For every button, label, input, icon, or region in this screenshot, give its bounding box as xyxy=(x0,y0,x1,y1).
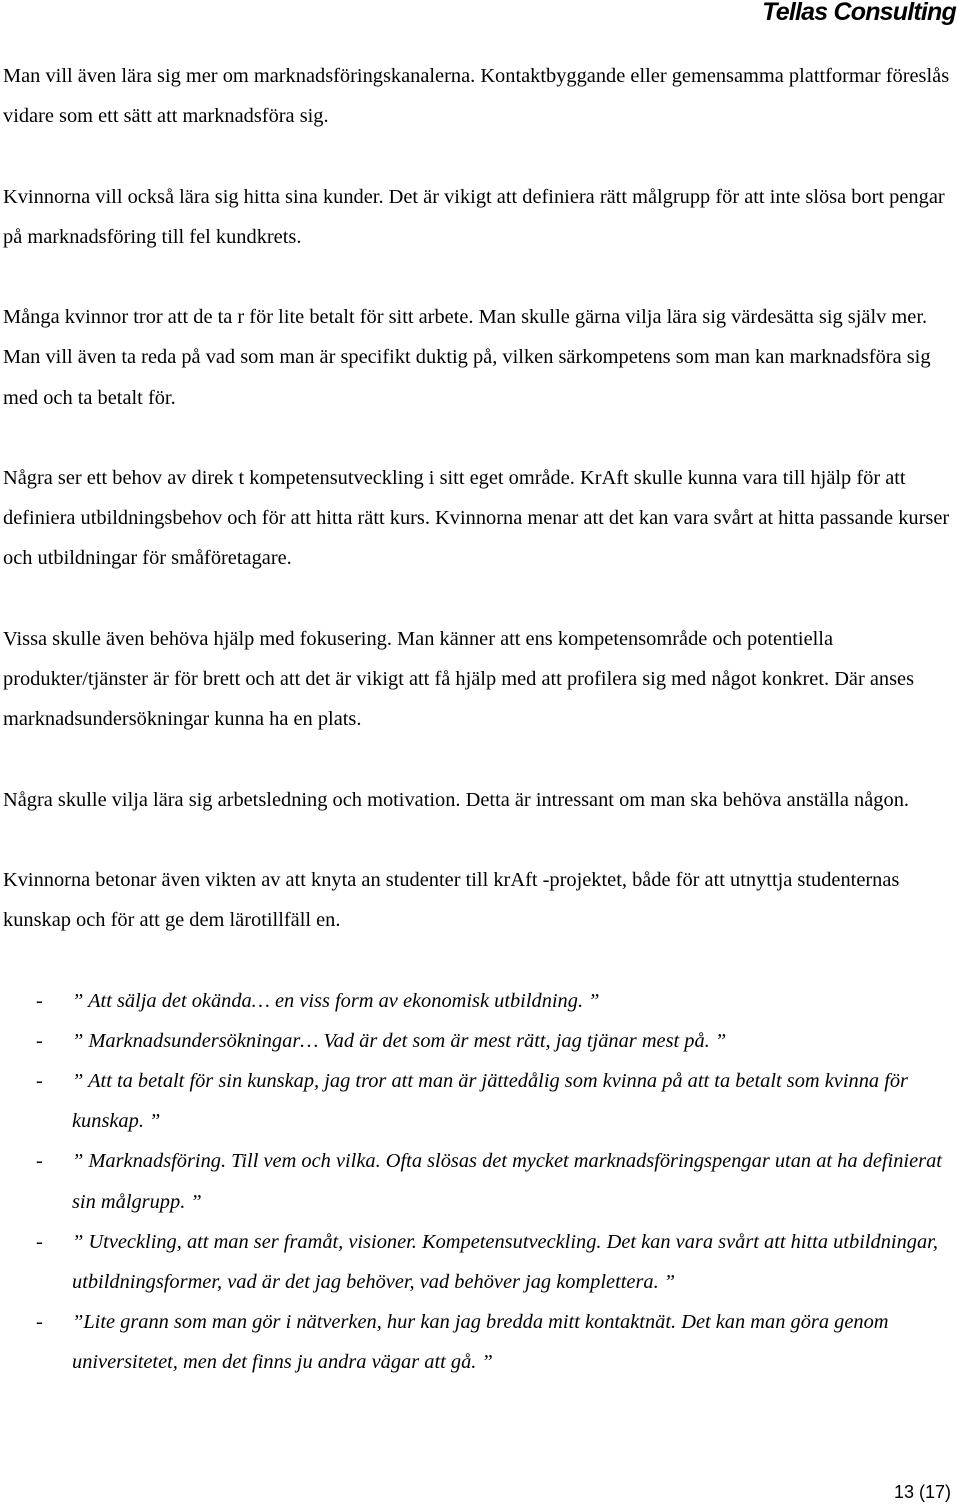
quote-text: ” Marknadsföring. Till vem och vilka. Ofta slösas det mycket marknadsföringspengar utan at ha definierat sin målgrupp. ” xyxy=(72,1150,942,1213)
quote-text: ” Att sälja det okända… en viss form av ekonomisk utbildning. ” xyxy=(72,989,600,1012)
quote-item xyxy=(3,1061,953,1141)
quote-text: ” Marknadsundersökningar… Vad är det som är mest rätt, jag tjänar mest på. ” xyxy=(72,1029,727,1052)
quote-item xyxy=(3,1021,953,1061)
quote-list xyxy=(3,981,953,1383)
quote-text: ” Utveckling, att man ser framåt, visioner. Kompetensutveckling. Det kan vara svårt att hitta utbildningar, utbildningsformer, vad är det jag behöver, vad behöver jag komplettera. ” xyxy=(72,1230,938,1293)
list-dash: - xyxy=(36,1311,43,1334)
list-dash: - xyxy=(36,989,43,1012)
list-dash: - xyxy=(36,1069,43,1092)
paragraph: Kvinnorna betonar även vikten av att knyta an studenter till krAft -projektet, både för att utnyttja studenternas kunskap och för att ge dem lärotillfäll en. xyxy=(3,868,900,932)
page-number: 13 (17) xyxy=(893,1482,951,1502)
paragraph: Några skulle vilja lära sig arbetsledning och motivation. Detta är intressant om man ska behöva anställa någon. xyxy=(3,788,909,811)
paragraph: Vissa skulle även behöva hjälp med fokusering. Man känner att ens kompetensområde och potentiella produkter/tjänster är för brett och att det är vikigt att få hjälp med att profilera sig med något konkret. Där anses marknadsundersökningar kunna ha en plats. xyxy=(3,627,915,731)
paragraph: Några ser ett behov av direk t kompetensutveckling i sitt eget område. KrAft skulle kunna vara till hjälp för att definiera utbildningsbehov och för att hitta rätt kurs. Kvinnorna menar att det kan vara svårt at hitta passande kurser och utbildningar för småföretagare. xyxy=(3,466,950,570)
list-dash: - xyxy=(36,1029,43,1052)
quote-item xyxy=(3,1222,953,1302)
quote-text: ”Lite grann som man gör i nätverken, hur kan jag bredda mitt kontaktnät. Det kan man göra genom universitetet, men det finns ju andra vägar att gå. ” xyxy=(72,1311,889,1374)
quote-item xyxy=(3,1302,953,1382)
paragraph: Många kvinnor tror att de ta r för lite betalt för sitt arbete. Man skulle gärna vilja lära sig värdesätta sig själv mer. Man vill även ta reda på vad som man är specifikt duktig på, vilken särkompetens som man kan marknadsföra sig med och ta betalt för. xyxy=(3,306,931,409)
quote-text: ” Att ta betalt för sin kunskap, jag tror att man är jättedålig som kvinna på att ta betalt som kvinna för kunskap. ” xyxy=(72,1069,908,1133)
quote-item xyxy=(3,981,953,1021)
company-header: Tellas Consulting xyxy=(762,0,956,26)
paragraph: Man vill även lära sig mer om marknadsföringskanalerna. Kontaktbyggande eller gemensamma plattformar föreslås vidare som ett sätt att marknadsföra sig. xyxy=(3,65,950,128)
quote-item xyxy=(3,1141,953,1221)
list-dash: - xyxy=(36,1150,43,1173)
list-dash: - xyxy=(36,1230,43,1253)
body-text xyxy=(3,56,953,1383)
paragraph: Kvinnorna vill också lära sig hitta sina kunder. Det är vikigt att definiera rätt målgrupp för att inte slösa bort pengar på marknadsföring till fel kundkrets. xyxy=(3,185,945,248)
